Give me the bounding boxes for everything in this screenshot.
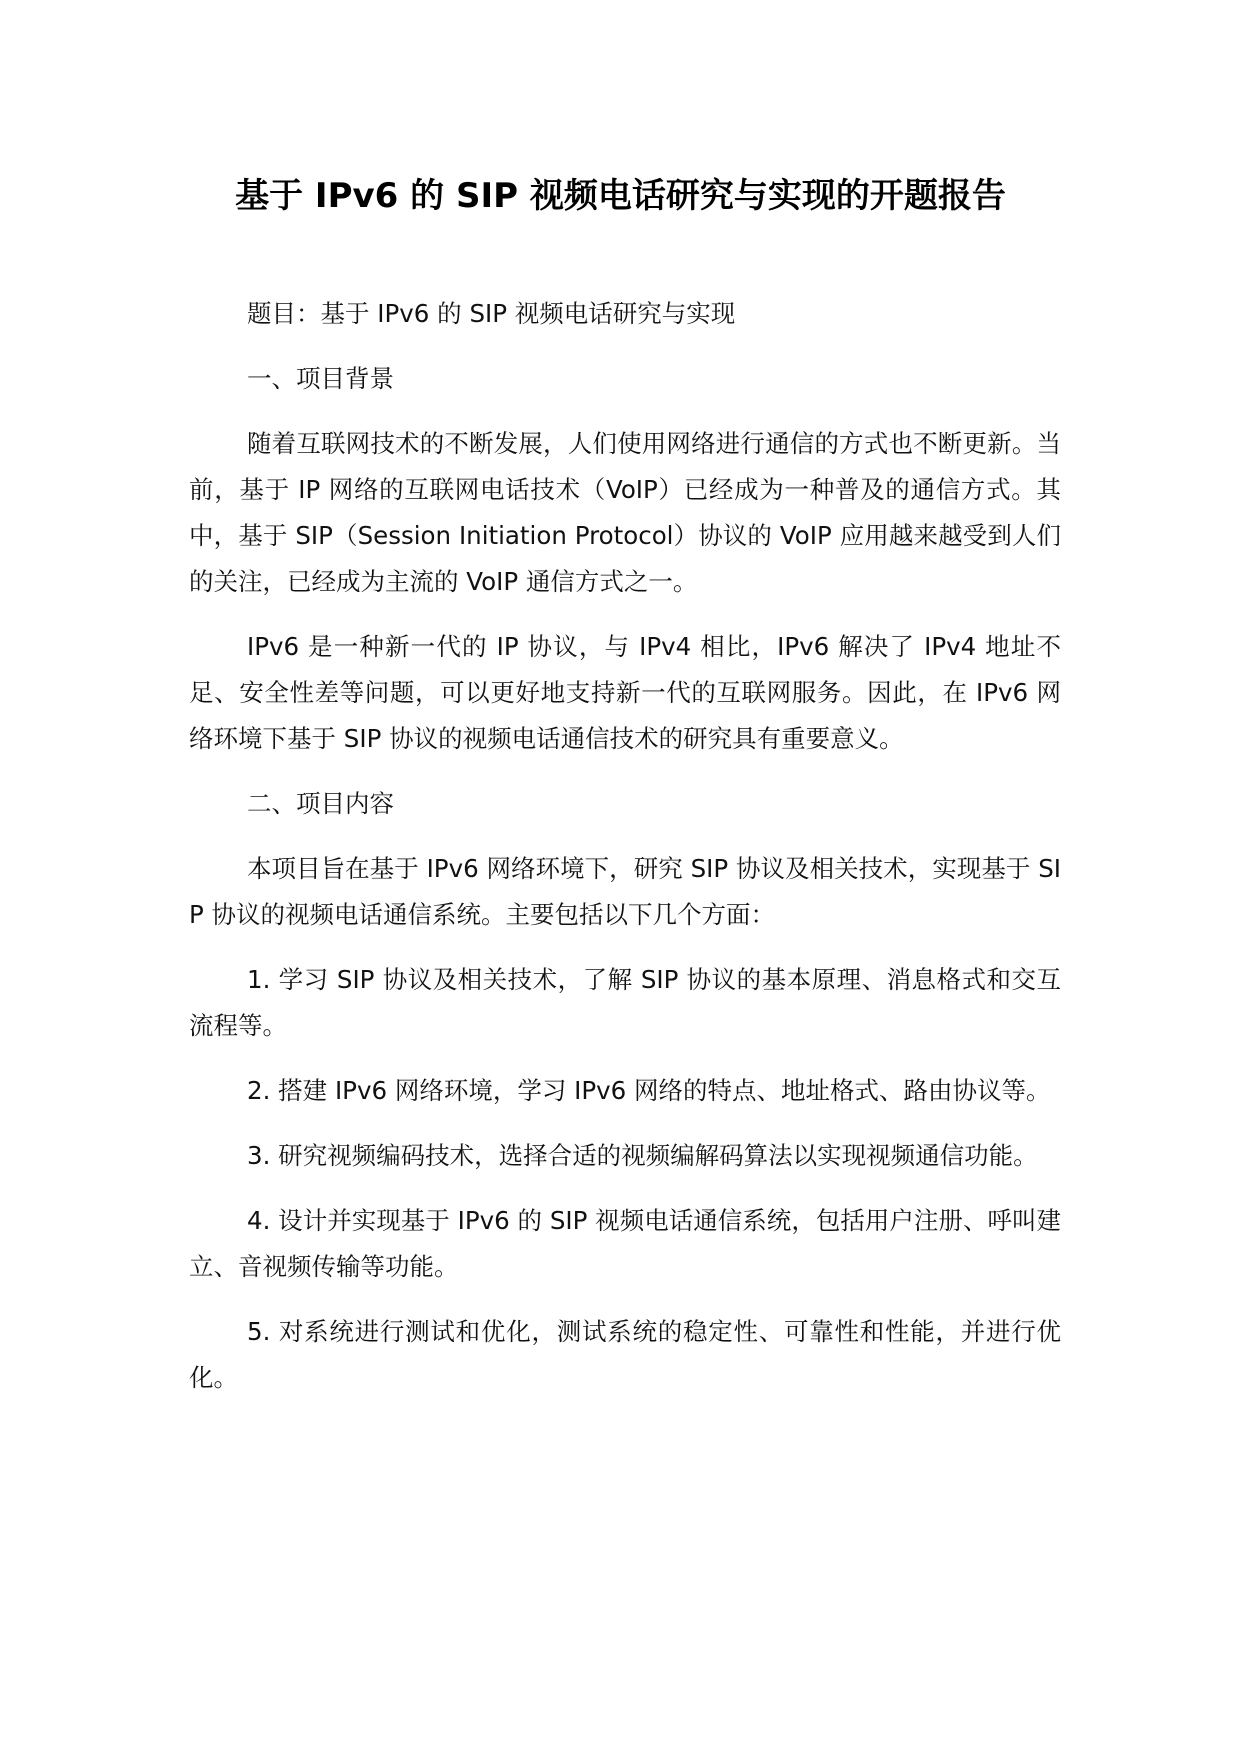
paragraph: 随着互联网技术的不断发展，人们使用网络进行通信的方式也不断更新。当前，基于 IP 网络的互联网电话技术（VoIP）已经成为一种普及的通信方式。其中，基于 SIP（Session Initiation Protocol）协议的 VoIP 应用越来越受到人们的关注，已经成为主流的 VoIP 通信方式之一。 — [189, 429, 1061, 596]
list-item: 2. 搭建 IPv6 网络环境，学习 IPv6 网络的特点、地址格式、路由协议等。 — [247, 1076, 1051, 1105]
section-heading-content: 二、项目内容 — [247, 789, 394, 818]
document-body — [189, 291, 1061, 1420]
list-item: 3. 研究视频编码技术，选择合适的视频编解码算法以实现视频通信功能。 — [247, 1141, 1038, 1170]
list-item: 4. 设计并实现基于 IPv6 的 SIP 视频电话通信系统，包括用户注册、呼叫建立、音视频传输等功能。 — [189, 1206, 1061, 1281]
document-title: 基于 IPv6 的 SIP 视频电话研究与实现的开题报告 — [235, 176, 1006, 216]
paragraph: IPv6 是一种新一代的 IP 协议，与 IPv4 相比，IPv6 解决了 IPv4 地址不足、安全性差等问题，可以更好地支持新一代的互联网服务。因此，在 IPv6 网络环境下基于 SIP 协议的视频电话通信技术的研究具有重要意义。 — [189, 632, 1061, 753]
list-item: 1. 学习 SIP 协议及相关技术，了解 SIP 协议的基本原理、消息格式和交互流程等。 — [189, 965, 1061, 1040]
list-item: 5. 对系统进行测试和优化，测试系统的稳定性、可靠性和性能，并进行优化。 — [189, 1317, 1061, 1392]
topic-line: 题目：基于 IPv6 的 SIP 视频电话研究与实现 — [247, 299, 736, 328]
paragraph: 本项目旨在基于 IPv6 网络环境下，研究 SIP 协议及相关技术，实现基于 SIP 协议的视频电话通信系统。主要包括以下几个方面： — [189, 854, 1061, 929]
section-heading-background: 一、项目背景 — [247, 364, 394, 393]
